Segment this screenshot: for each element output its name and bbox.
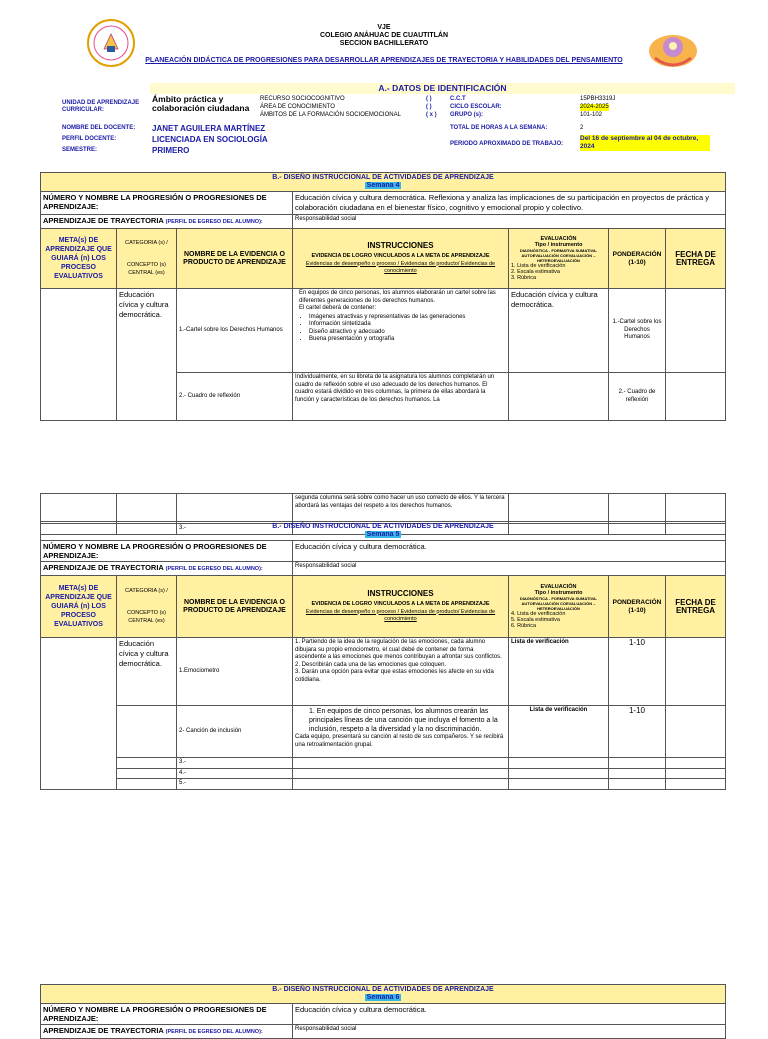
week4-instrucciones-2-cont: segunda columna será sobre como hacer un uso correcto de ellos. Y la tercera abordará las ventajas del respeto a los derechos humanos.: [293, 494, 509, 524]
grupo-label: GRUPO (s):: [450, 112, 483, 118]
horas-value: 2: [580, 125, 584, 131]
week5-semana: Semana 5: [366, 531, 400, 538]
week5-fecha-2: [666, 706, 726, 758]
docente-label: NOMBRE DEL DOCENTE:: [62, 125, 136, 131]
week4-meta-cell: [41, 289, 117, 421]
week6-semana: Semana 6: [366, 994, 400, 1001]
perfil-value: LICENCIADA EN SOCIOLOGÍA: [152, 135, 268, 144]
recurso-label: RECURSO SOCIOCOGNITIVO: [260, 96, 345, 102]
week4-eval-header: EVALUACIÓN Tipo / instrumento DIAGNÓSTICA - FORMATIVA SUMATIVA- AUTOEVALUACIÓN COEVALUACIÓN – HETEROEVALUACIÓN 1. Lista de verificación 2. Escala estimativa 3. Rúbrica: [509, 229, 609, 289]
section-a-title: A.- DATOS DE IDENTIFICACIÓN: [150, 83, 735, 94]
periodo-value: Del 16 de septiembre al 04 de octubre, 2024: [580, 135, 710, 151]
week5-tema: Educación cívica y cultura democrática.: [117, 638, 177, 706]
week4-section-title: B.- DISEÑO INSTRUCCIONAL DE ACTIVIDADES DE APRENDIZAJE Semana 4: [41, 173, 726, 192]
school-name: COLEGIO ANÁHUAC DE CUAUTITLÁN: [319, 32, 449, 39]
week5-categoria-header: CATEGORIA (s) / CONCEPTO (s) CENTRAL (es): [117, 576, 177, 638]
week5-fecha-header: FECHA DE ENTREGA: [666, 576, 726, 638]
week4-ponderacion-header: PONDERACIÓN (1-10): [609, 229, 666, 289]
ciclo-label: CICLO ESCOLAR:: [450, 104, 502, 110]
week6-trayectoria-label: APRENDIZAJE DE TRAYECTORIA (PERFIL DE EGRESO DEL ALUMNO):: [41, 1025, 293, 1039]
week4-fecha-2: [666, 373, 726, 421]
week4-fecha-1: [666, 289, 726, 373]
unidad-value: Ámbito práctica y colaboración ciudadana: [152, 94, 250, 113]
week4-evidencia-3: 3.-: [177, 524, 293, 535]
week4-fecha-header: FECHA DE ENTREGA: [666, 229, 726, 289]
grupo-value: 101-102: [580, 112, 603, 118]
cont-meta: [41, 494, 117, 524]
week6-table: [40, 984, 726, 1039]
section-name: SECCION BACHILLERATO: [339, 40, 429, 47]
area-label: ÁREA DE CONOCIMIENTO: [260, 104, 335, 110]
cont-fecha: [666, 494, 726, 524]
cct-value: 15PBH3319J: [580, 96, 616, 102]
ciclo-value: 2024-2025: [580, 104, 609, 110]
unidad-label: UNIDAD DE APRENDIZAJE CURRICULAR:: [62, 100, 140, 113]
week5-evidencia-1: 1.Emociometro: [177, 638, 293, 706]
week5-instrucciones-1: 1. Partiendo de la idea de la regulación de las emociones, cada alumno dibujara su propio emociometro, el cual debé de contener de forma ascendente a las emociones que menos contribuyan a afrontar sus conflictos. 2. Describirán cada una de las emociones que coloquen. 3. Darán una opción para evitar que estas emociones les afecte en su vida cotidiana.: [293, 638, 509, 706]
week5-table: [40, 521, 726, 790]
week4-pond-1: 1.-Cartel sobre los Derechos Humanos: [609, 289, 666, 373]
week5-pond-1: 1-10: [609, 638, 666, 706]
week4-semana: Semana 4: [366, 182, 400, 189]
week5-meta-cell: [41, 638, 117, 790]
week5-progresion-value: Educación cívica y cultura democrática.: [293, 541, 726, 562]
week4-instrucciones-1: En equipos de cinco personas, los alumnos elaborarán un cartel sobre las diferentes generaciones de los derechos humanos. El cartel deberá de contener: • Imágenes atractivas y representativas de las generaciones • Información sintetizada • Diseño atractivo y adecuado • Buena presentación y ortografía: [293, 289, 509, 373]
week5-trayectoria-label: APRENDIZAJE DE TRAYECTORIA (PERFIL DE EGRESO DEL ALUMNO):: [41, 562, 293, 576]
week5-trayectoria-value: Responsabilidad social: [293, 562, 726, 576]
docente-value: JANET AGUILERA MARTÍNEZ: [152, 124, 266, 133]
week5-ponderacion-header: PONDERACIÓN (1-10): [609, 576, 666, 638]
week5-eval-header: EVALUACIÓN Tipo / instrumento DIAGNÓSTICA - FORMATIVA SUMATIVA- AUTOEVALUACIÓN COEVALUACIÓN – HETEROEVALUACIÓN 4. Lista de verificación 5. Escala estimativa 6. Rúbrica: [509, 576, 609, 638]
week4-categoria-header: CATEGORIA (s) / CONCEPTO (s) CENTRAL (es): [117, 229, 177, 289]
week5-tema-2: [117, 706, 177, 758]
recurso-check: ( ): [426, 96, 432, 102]
ambitos-label: ÁMBITOS DE LA FORMACIÓN SOCIOEMOCIONAL: [260, 112, 401, 118]
week4-instrucciones-2: Individualmente, en su libreta de la asignatura los alumnos completarán un cuadro de reflexión sobre el uso adecuado de los derechos humanos. El cuadro estará dividido en tres columnas, la primera de ellas abordará la función y características de los derechos humanos. La: [293, 373, 509, 421]
week6-section-title: B.- DISEÑO INSTRUCCIONAL DE ACTIVIDADES DE APRENDIZAJE Semana 6: [41, 985, 726, 1004]
cont-tema: [117, 494, 177, 524]
week5-evidencia-3: 3.-: [177, 758, 293, 769]
week6-progresion-value: Educación cívica y cultura democrática.: [293, 1004, 726, 1025]
week5-pond-2: 1-10: [609, 706, 666, 758]
week4-meta-header: META(s) DE APRENDIZAJE QUE GUIARÁ (n) LOS PROCESO EVALUATIVOS: [41, 229, 117, 289]
week5-fecha-1: [666, 638, 726, 706]
week4-evidencia-header: NOMBRE DE LA EVIDENCIA O PRODUCTO DE APRENDIZAJE: [177, 229, 293, 289]
week5-evidencia-4: 4.-: [177, 768, 293, 779]
week5-section-title: B.- DISEÑO INSTRUCCIONAL DE ACTIVIDADES DE APRENDIZAJE Semana 5: [41, 522, 726, 541]
week4-progresion-value: Educación cívica y cultura democrática. Reflexiona y analiza las implicaciones de su participación en proyectos de práctica y colaboración ciudadana en el bienestar físico, cognitivo y emocional propio y colectivo.: [293, 192, 726, 215]
periodo-label: PERIODO APROXIMADO DE TRABAJO:: [450, 141, 564, 147]
area-check: ( ): [426, 104, 432, 110]
week6-trayectoria-value: Responsabilidad social: [293, 1025, 726, 1039]
cont-pond: [609, 494, 666, 524]
week6-progresion-label: NÚMERO Y NOMBRE LA PROGRESIÓN O PROGRESIONES DE APRENDIZAJE:: [41, 1004, 293, 1025]
cont-ev: [177, 494, 293, 524]
week4-eval-1: Educación cívica y cultura democrática.: [509, 289, 609, 373]
week4-table: [40, 172, 726, 421]
week5-instrucciones-header: INSTRUCCIONES EVIDENCIA DE LOGRO VINCULADOS A LA META DE APRENDIZAJE Evidencias de desempeño o proceso / Evidencias de producto/ Evidencias de conocimiento: [293, 576, 509, 638]
week4-evidencia-1: 1.-Cartel sobre los Derechos Humanos: [177, 289, 293, 373]
cont-eval: [509, 494, 609, 524]
week4-trayectoria-value: Responsabilidad social: [293, 215, 726, 229]
horas-label: TOTAL DE HORAS A LA SEMANA:: [450, 125, 548, 131]
week4-tema: Educación cívica y cultura democrática.: [117, 289, 177, 421]
week4-eval-2: [509, 373, 609, 421]
week4-progresion-label: NÚMERO Y NOMBRE LA PROGRESIÓN O PROGRESIONES DE APRENDIZAJE:: [41, 192, 293, 215]
semestre-value: PRIMERO: [152, 146, 190, 155]
week5-evidencia-5: 5.-: [177, 779, 293, 790]
week4-evidencia-2: 2.- Cuadro de reflexión: [177, 373, 293, 421]
week5-eval-2: Lista de verificación: [509, 706, 609, 758]
week4-instrucciones-header: INSTRUCCIONES EVIDENCIA DE LOGRO VINCULADOS A LA META DE APRENDIZAJE Evidencias de desempeño o proceso / Evidencias de producto/ Evidencias de conocimiento: [293, 229, 509, 289]
perfil-label: PERFIL DOCENTE:: [62, 136, 117, 142]
header-vje: VJE: [377, 24, 391, 31]
week5-evidencia-2: 2- Canción de inclusión: [177, 706, 293, 758]
week5-eval-1: Lista de verificación: [509, 638, 609, 706]
week5-evidencia-header: NOMBRE DE LA EVIDENCIA O PRODUCTO DE APRENDIZAJE: [177, 576, 293, 638]
plan-title: PLANEACIÓN DIDÁCTICA DE PROGRESIONES PARA DESARROLLAR APRENDIZAJES DE TRAYECTORIA Y HABILIDADES DEL PENSAMIENTO: [145, 57, 623, 64]
week5-meta-header: META(s) DE APRENDIZAJE QUE GUIARÁ (n) LOS PROCESO EVALUATIVOS: [41, 576, 117, 638]
week4-pond-2: 2.- Cuadro de reflexión: [609, 373, 666, 421]
semestre-label: SEMESTRE:: [62, 147, 98, 153]
week5-instrucciones-2: 1. En equipos de cinco personas, los alumnos crearán las principales líneas de una canción que incluya el fomento a la inclusión, respeto a la diversidad y la no discriminación. Cada equipo, presentará su canción al resto de sus compañeros. Y se recibirá una retroalimentación grupal.: [293, 706, 509, 758]
week4-trayectoria-label: APRENDIZAJE DE TRAYECTORIA (PERFIL DE EGRESO DEL ALUMNO):: [41, 215, 293, 229]
ambitos-check: ( x ): [426, 112, 437, 118]
week5-progresion-label: NÚMERO Y NOMBRE LA PROGRESIÓN O PROGRESIONES DE APRENDIZAJE:: [41, 541, 293, 562]
cct-label: C.C.T: [450, 96, 466, 102]
